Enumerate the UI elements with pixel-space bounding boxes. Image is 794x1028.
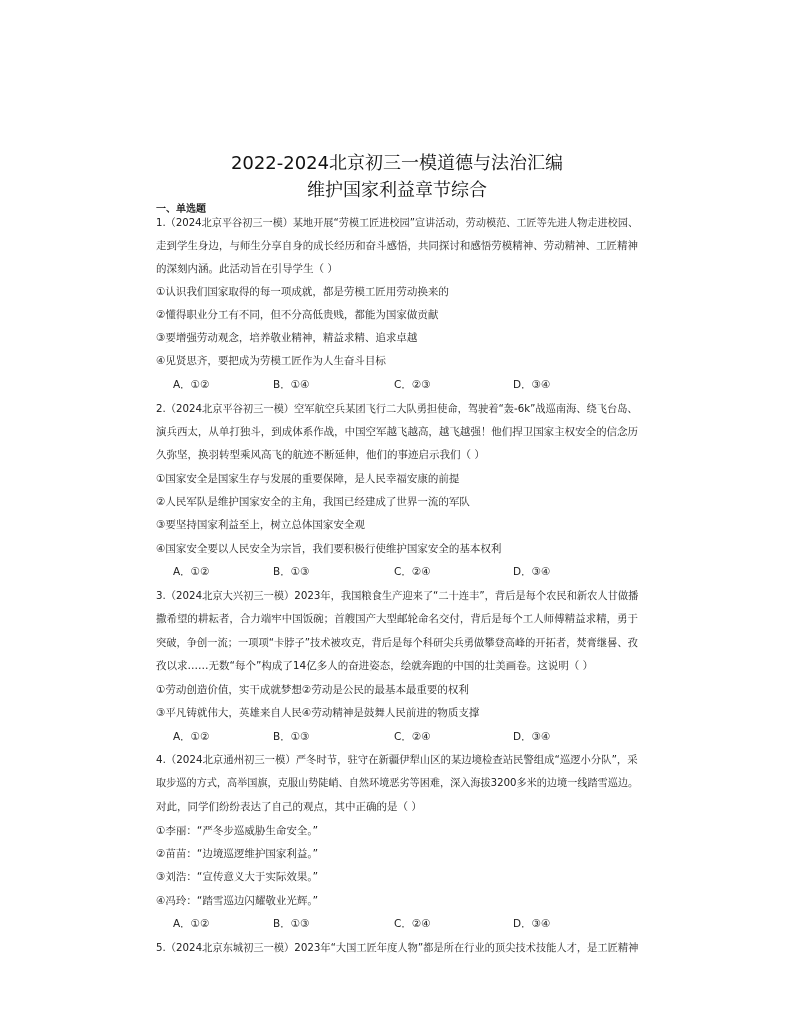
document-title: 2022-2024北京初三一模道德与法治汇编 — [230, 153, 564, 174]
q4-option-d[interactable]: D．③④ — [513, 918, 551, 930]
q1-option-b[interactable]: B．①④ — [273, 379, 310, 391]
q2-stem-line-1: 2.（2024北京平谷初三一模）空军航空兵某团飞行二大队勇担使命，驾驶着“轰-6k”战巡南海、绕飞台岛、 — [156, 403, 638, 415]
q2-option-a[interactable]: A．①② — [173, 566, 210, 578]
q2-stem-line-2: 演兵西太，从单打独斗，到成体系作战，中国空军越飞越高，越飞越强！他们捍卫国家主权安全的信念历 — [156, 426, 638, 438]
q1-statement-1: ①认识我们国家取得的每一项成就，都是劳模工匠用劳动换来的 — [156, 286, 449, 298]
q5-stem-line-1: 5.（2024北京东城初三一模）2023年“大国工匠年度人物”都是所在行业的顶尖技术技能人才，是工匠精神 — [156, 942, 639, 954]
document-subtitle: 维护国家利益章节综合 — [307, 180, 487, 201]
q2-option-b[interactable]: B．①③ — [273, 566, 310, 578]
q4-statement-4: ④冯玲：“踏雪巡边闪耀敬业光辉。” — [156, 895, 319, 907]
q3-option-b[interactable]: B．①③ — [273, 731, 310, 743]
q4-option-c[interactable]: C．②④ — [394, 918, 431, 930]
q1-statement-3: ③要增强劳动观念，培养敬业精神，精益求精、追求卓越 — [156, 332, 418, 344]
q2-stem-line-3: 久弥坚，换羽转型乘风高飞的航迹不断延伸，他们的事迹启示我们（ ） — [156, 449, 485, 461]
q3-option-c[interactable]: C．②④ — [394, 731, 431, 743]
q2-option-d[interactable]: D．③④ — [513, 566, 551, 578]
q4-statement-3: ③刘浩：“宣传意义大于实际效果。” — [156, 871, 319, 883]
q1-option-d[interactable]: D．③④ — [513, 379, 551, 391]
q2-statement-3: ③要坚持国家利益至上，树立总体国家安全观 — [156, 519, 365, 531]
q3-statement-2: ③平凡铸就伟大，英雄来自人民④劳动精神是鼓舞人民前进的物质支撑 — [156, 707, 480, 719]
q3-stem-line-4: 孜以求……无数“每个”构成了14亿多人的奋进姿态，绘就奔跑的中国的壮美画卷。这说明（ ） — [156, 660, 594, 672]
q1-stem-line-1: 1.（2024北京平谷初三一模）某地开展“劳模工匠进校园”宣讲活动，劳动模范、工匠等先进人物走进校园、 — [156, 217, 639, 229]
q2-option-c[interactable]: C．②④ — [394, 566, 431, 578]
q4-statement-2: ②苗苗：“边境巡逻维护国家利益。” — [156, 848, 319, 860]
q3-stem-line-1: 3.（2024北京大兴初三一模）2023年，我国粮食生产迎来了“二十连丰”，背后是每个农民和新农人甘做播 — [156, 590, 639, 602]
q2-statement-1: ①国家安全是国家生存与发展的重要保障，是人民幸福安康的前提 — [156, 473, 460, 485]
q4-stem-line-2: 取步巡的方式，高举国旗，克服山势陡峭、自然环境恶劣等困难，深入海拔3200多米的边境一线踏雪巡边。 — [156, 777, 639, 789]
q1-option-a[interactable]: A．①② — [173, 379, 210, 391]
q3-option-a[interactable]: A．①② — [173, 731, 210, 743]
q4-stem-line-3: 对此，同学们纷纷表达了自己的观点，其中正确的是（ ） — [156, 801, 422, 813]
q3-stem-line-2: 撒希望的耕耘者，合力端牢中国饭碗；首艘国产大型邮轮命名交付，背后是每个工人师傅精益求精，勇于 — [156, 613, 638, 625]
q3-statement-1: ①劳动创造价值，实干成就梦想②劳动是公民的最基本最重要的权利 — [156, 684, 469, 696]
q4-option-a[interactable]: A．①② — [173, 918, 210, 930]
q2-statement-2: ②人民军队是维护国家安全的主角，我国已经建成了世界一流的军队 — [156, 496, 470, 508]
q4-option-b[interactable]: B．①③ — [273, 918, 310, 930]
q1-option-c[interactable]: C．②③ — [394, 379, 431, 391]
section-heading: 一、单选题 — [156, 204, 206, 215]
q1-statement-2: ②懂得职业分工有不同，但不分高低贵贱，都能为国家做贡献 — [156, 309, 439, 321]
q1-stem-line-3: 的深刻内涵。此活动旨在引导学生（ ） — [156, 263, 338, 275]
q1-statement-4: ④见贤思齐，要把成为劳模工匠作为人生奋斗目标 — [156, 355, 386, 367]
q3-option-d[interactable]: D．③④ — [513, 731, 551, 743]
q1-stem-line-2: 走到学生身边，与师生分享自身的成长经历和奋斗感悟，共同探讨和感悟劳模精神、劳动精神、工匠精神 — [156, 240, 638, 252]
q4-statement-1: ①李丽：“严冬步巡威胁生命安全。” — [156, 825, 319, 837]
q2-statement-4: ④国家安全要以人民安全为宗旨，我们要积极行使维护国家安全的基本权利 — [156, 543, 502, 555]
q4-stem-line-1: 4.（2024北京通州初三一模）严冬时节，驻守在新疆伊犁山区的某边境检查站民警组成“巡逻小分队”，采 — [156, 754, 638, 766]
q3-stem-line-3: 突破，争创一流；一项项“卡脖子”技术被攻克，背后是每个科研尖兵勇做攀登高峰的开拓者，焚膏继晷、孜 — [156, 637, 638, 649]
